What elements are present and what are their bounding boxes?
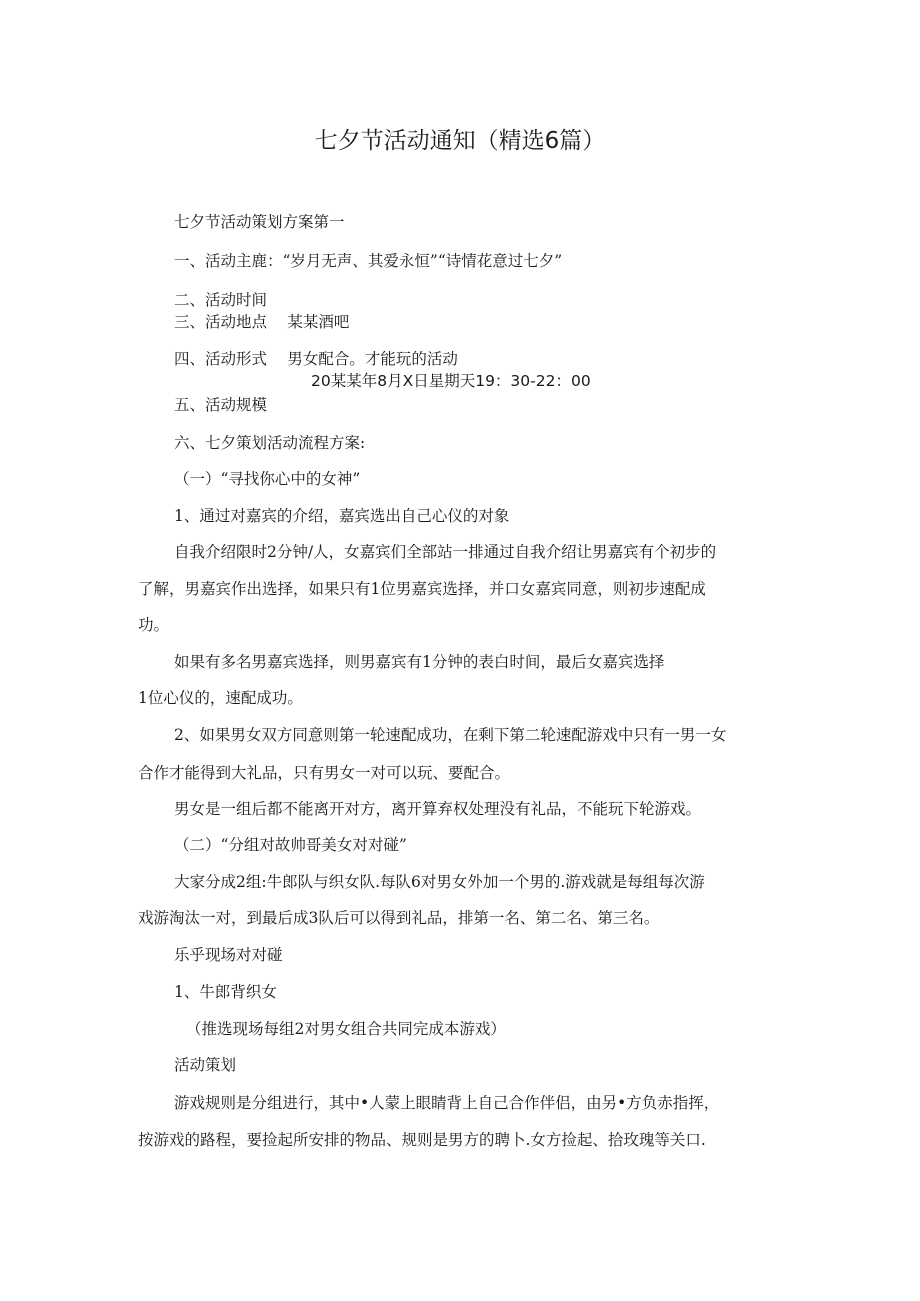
text-line: 合作才能得到大礼品，只有男女一对可以玩、要配合。 bbox=[138, 764, 511, 782]
text-line: 大家分成2组:牛郎队与织女队.每队6对男女外加一个男的.游戏就是每组每次游 bbox=[174, 873, 705, 891]
text-line: 活动策划 bbox=[174, 1056, 237, 1074]
text-line: 1位心仪的，速配成功。 bbox=[138, 689, 303, 707]
text-line: 游戏规则是分组进行，其中•人蒙上眼睛背上自己合作伴侣，由另•方负赤指挥， bbox=[174, 1094, 720, 1112]
text-line: 按游戏的路程，要捡起所安排的物品、规则是男方的聘卜.女方捡起、拾玫瑰等关口. bbox=[138, 1131, 706, 1149]
text-line: 2、如果男女双方同意则第一轮速配成功，在剩下第二轮速配游戏中只有一男一女 bbox=[174, 726, 727, 744]
text-line: 五、活动规模 bbox=[174, 396, 268, 414]
text-line: 自我介绍限时2分钟/人，女嘉宾们全部站一排通过自我介绍让男嘉宾有个初步的 bbox=[174, 543, 717, 561]
text-line: 1、通过对嘉宾的介绍，嘉宾选出自己心仪的对象 bbox=[174, 507, 510, 525]
text-line: 功。 bbox=[138, 616, 170, 634]
text-line: 二、活动时间 bbox=[174, 291, 268, 309]
text-line: 男女是一组后都不能离开对方，离开算弃权处理没有礼品，不能玩下轮游戏。 bbox=[174, 800, 702, 818]
text-line: 如果有多名男嘉宾选择，则男嘉宾有1分钟的表白时间，最后女嘉宾选择 bbox=[174, 653, 665, 671]
text-line: （推选现场每组2对男女组合共同完成本游戏） bbox=[186, 1020, 506, 1038]
document-title: 七夕节活动通知（精选6篇） bbox=[314, 128, 606, 154]
text-line: 乐乎现场对对碰 bbox=[174, 946, 283, 964]
text-line: （二）“分组对故帅哥美女对对碰” bbox=[174, 836, 407, 854]
text-line: 戏游淘汰一对，到最后成3队后可以得到礼品，排第一名、第二名、第三名。 bbox=[138, 909, 660, 927]
text-line: （一）“寻找你心中的女神” bbox=[174, 470, 361, 488]
text-line: 七夕节活动策划方案第一 bbox=[174, 213, 345, 231]
text-line: 了解，男嘉宾作出选择，如果只有1位男嘉宾选择，并口女嘉宾同意，则初步速配成 bbox=[138, 580, 706, 598]
text-line: 20某某年8月X日星期天19：30-22：00 bbox=[311, 372, 591, 390]
text-line: 一、活动主鹿：“岁月无声、其爱永恒”“诗情花意过七夕” bbox=[174, 252, 563, 270]
text-line: 六、七夕策划活动流程方案: bbox=[174, 434, 366, 452]
text-line: 1、牛郎背织女 bbox=[174, 983, 277, 1001]
text-line: 四、活动形式 男女配合。才能玩的活动 bbox=[174, 350, 458, 368]
text-line: 三、活动地点 某某酒吧 bbox=[174, 313, 350, 331]
